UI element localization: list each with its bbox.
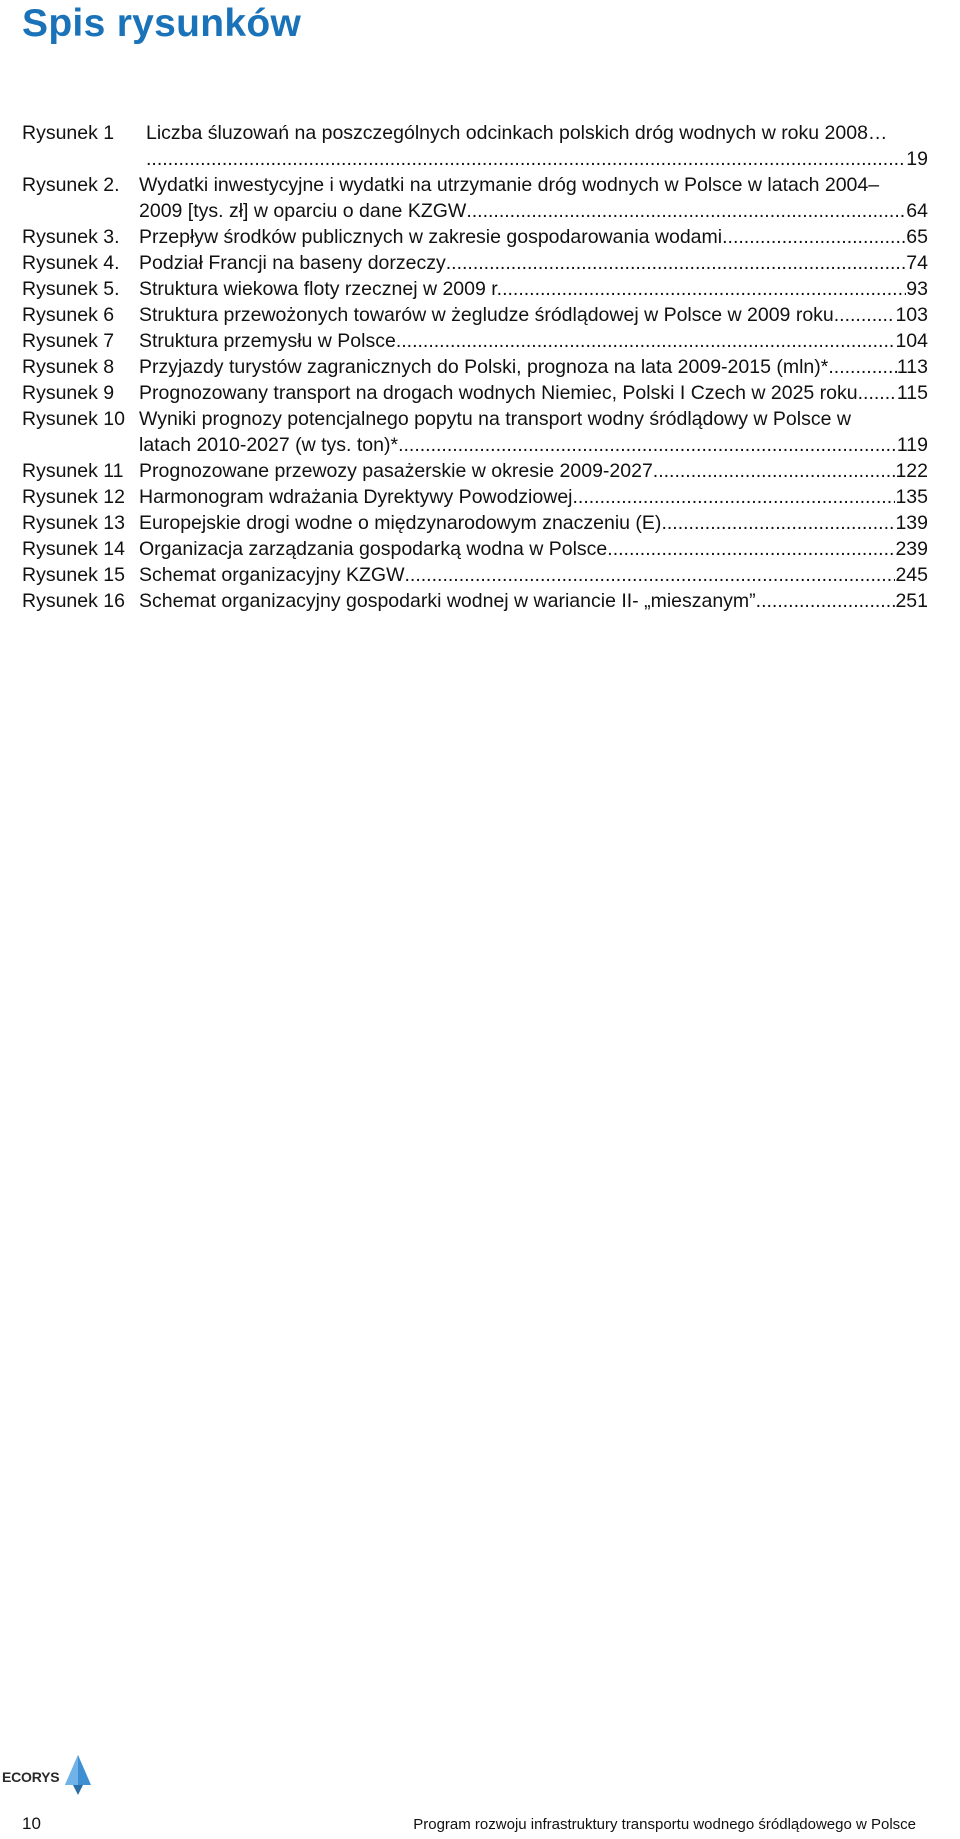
page-reference: 64 [906,200,928,222]
figure-entry-body [139,484,928,510]
figure-label: Rysunek 1 [22,122,115,144]
figure-title-last-line [139,328,928,354]
page-reference: 115 [896,382,928,404]
figure-entry-body [139,588,928,614]
page-reference: 65 [906,226,928,248]
toc-entry[interactable] [22,562,928,588]
toc-entry[interactable] [22,276,928,302]
page-reference: 103 [895,304,928,326]
figure-title-line: Wyniki prognozy potencjalnego popytu na transport wodny śródlądowy w Polsce w [139,408,851,430]
figure-entry-body [139,224,928,250]
figure-title-text: Schemat organizacyjny KZGW [139,564,405,586]
dot-leader [722,224,906,250]
dot-leader [466,198,906,224]
toc-entry[interactable] [22,354,928,380]
toc-entry[interactable] [22,536,928,562]
figure-label: Rysunek 4. [22,252,120,274]
dot-leader [661,510,895,536]
page-reference: 93 [906,278,928,300]
figure-label: Rysunek 14 [22,538,125,560]
figure-title-text: Harmonogram wdrażania Dyrektywy Powodziowej [139,486,573,508]
page-reference: 74 [906,252,928,274]
figure-title-text: Struktura przemysłu w Polsce [139,330,396,352]
figure-title-text: 2009 [tys. zł] w oparciu o dane KZGW [139,200,467,222]
page-reference: 104 [895,330,928,352]
figure-title-last-line [139,302,928,328]
figure-label: Rysunek 10 [22,408,125,430]
figure-entry-body [139,562,928,588]
page-reference: 113 [896,356,928,378]
figure-title-last-line [139,198,928,224]
toc-entry[interactable] [22,172,928,224]
figure-title-line: Wydatki inwestycyjne i wydatki na utrzymanie dróg wodnych w Polsce w latach 2004– [139,174,880,196]
page-title: Spis rysunków [22,2,302,45]
figure-entry-body [139,536,928,562]
figure-title-text: Prognozowane przewozy pasażerskie w okresie 2009-2027 [139,460,653,482]
ecorys-logo [2,1755,92,1797]
figure-title-text: Schemat organizacyjny gospodarki wodnej w wariancie II- „mieszanym”. [139,590,762,612]
figure-entry-body [139,406,928,458]
page-reference: 239 [895,538,928,560]
figure-entry-body [139,380,928,406]
figure-title-text: Przepływ środków publicznych w zakresie gospodarowania wodami [139,226,723,248]
figure-title-last-line [139,458,928,484]
page-reference: 119 [896,434,928,456]
figure-entry-body [139,172,928,224]
toc-entry[interactable] [22,120,928,172]
dot-leader [396,328,896,354]
figure-title-last-line [139,510,928,536]
dot-leader [446,250,907,276]
dot-leader [653,458,896,484]
figure-title-text: Podział Francji na baseny dorzeczy [139,252,446,274]
figure-title-last-line [139,276,928,302]
figure-label: Rysunek 12 [22,486,125,508]
page-reference: 19 [906,148,928,170]
figure-label: Rysunek 2. [22,174,120,196]
figure-label: Rysunek 5. [22,278,120,300]
dot-leader [146,146,906,172]
figure-title-line: Liczba śluzowań na poszczególnych odcinkach polskich dróg wodnych w roku 2008… [146,122,888,144]
dot-leader [828,354,897,380]
figure-entry-body [139,250,928,276]
document-title: Program rozwoju infrastruktury transportu wodnego śródlądowego w Polsce [413,1816,916,1833]
figure-label: Rysunek 8 [22,356,115,378]
figure-title-text: Europejskie drogi wodne o międzynarodowym znaczeniu (E) [139,512,662,534]
figure-title-text: Organizacja zarządzania gospodarką wodna w Polsce [139,538,608,560]
logo-triangle-icon [64,1755,92,1795]
figure-label: Rysunek 11 [22,460,124,482]
toc-entry[interactable] [22,380,928,406]
table-of-figures [22,120,928,614]
figure-title-last-line [139,250,928,276]
figure-entry-body [139,354,928,380]
page-number: 10 [22,1814,41,1833]
toc-entry[interactable] [22,250,928,276]
figure-entry-body [139,302,928,328]
toc-entry[interactable] [22,588,928,614]
dot-leader [858,380,897,406]
figure-title-last-line [146,146,928,172]
toc-entry[interactable] [22,484,928,510]
figure-label: Rysunek 3. [22,226,120,248]
figure-title-last-line [139,432,928,458]
figure-title-last-line [139,484,928,510]
toc-entry[interactable] [22,458,928,484]
figure-label: Rysunek 16 [22,590,125,612]
figure-title-text: latach 2010-2027 (w tys. ton)* [139,434,399,456]
dot-leader [607,536,895,562]
figure-entry-body [146,120,928,172]
figure-entry-body [139,458,928,484]
page-reference: 135 [895,486,928,508]
dot-leader [573,484,896,510]
figure-label: Rysunek 9 [22,382,115,404]
figure-title-text: Przyjazdy turystów zagranicznych do Polski, prognoza na lata 2009-2015 (mln)* [139,356,829,378]
dot-leader [502,276,906,302]
toc-entry[interactable] [22,406,928,458]
figure-entry-body [139,328,928,354]
figure-title-text: Prognozowany transport na drogach wodnych Niemiec, Polski I Czech w 2025 roku [139,382,858,404]
figure-title-text: Struktura wiekowa floty rzecznej w 2009 r. [139,278,503,300]
dot-leader [834,302,896,328]
figure-title-last-line [139,562,928,588]
dot-leader [398,432,897,458]
toc-entry[interactable] [22,510,928,536]
figure-title-text: Struktura przewożonych towarów w żegludze śródlądowej w Polsce w 2009 roku [139,304,834,326]
page-reference: 245 [895,564,928,586]
figure-label: Rysunek 13 [22,512,125,534]
figure-title-last-line [139,354,928,380]
figure-label: Rysunek 7 [22,330,115,352]
page-reference: 139 [895,512,928,534]
page-reference: 251 [895,590,928,612]
figure-title-last-line [139,588,928,614]
dot-leader [761,588,895,614]
toc-entry[interactable] [22,224,928,250]
page-reference: 122 [895,460,928,482]
figure-title-last-line [139,380,928,406]
figure-entry-body [139,276,928,302]
figure-title-last-line [139,536,928,562]
figure-label: Rysunek 15 [22,564,125,586]
toc-entry[interactable] [22,302,928,328]
toc-entry[interactable] [22,328,928,354]
logo-text: ECORYS [2,1769,60,1785]
dot-leader [405,562,896,588]
figure-title-last-line [139,224,928,250]
figure-label: Rysunek 6 [22,304,115,326]
figure-entry-body [139,510,928,536]
